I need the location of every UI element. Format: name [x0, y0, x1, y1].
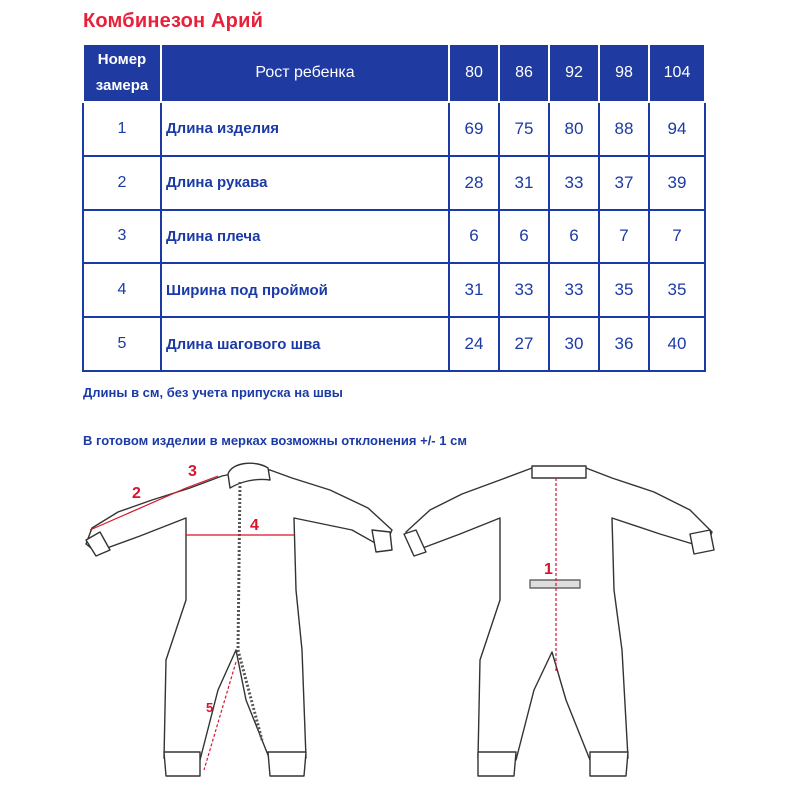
cell-value: 69 [449, 102, 499, 156]
table-header-row [83, 44, 705, 102]
header-size-104: 104 [649, 44, 705, 102]
back-body-outline [406, 468, 712, 760]
cell-value: 6 [499, 210, 549, 264]
units-note: Длины в см, без учета припуска на швы [83, 385, 343, 400]
row-number: 1 [83, 102, 161, 156]
cell-value: 36 [599, 317, 649, 371]
marker-2: 2 [132, 485, 141, 502]
header-number [83, 44, 161, 102]
cell-value: 7 [649, 210, 705, 264]
cell-value: 27 [499, 317, 549, 371]
cell-value: 88 [599, 102, 649, 156]
back-right-cuff [690, 530, 714, 554]
cell-value: 75 [499, 102, 549, 156]
row-param: Длина изделия [161, 102, 449, 156]
marker-3: 3 [188, 463, 197, 480]
header-number-line2: замера [95, 77, 149, 94]
tolerance-note: В готовом изделии в мерках возможны отклонения +/- 1 см [83, 433, 467, 448]
cell-value: 24 [449, 317, 499, 371]
cell-value: 37 [599, 156, 649, 210]
row-param: Длина плеча [161, 210, 449, 264]
cell-value: 40 [649, 317, 705, 371]
cell-value: 7 [599, 210, 649, 264]
header-size-80: 80 [449, 44, 499, 102]
back-collar [532, 466, 586, 478]
marker-5: 5 [206, 700, 214, 715]
back-left-leg-cuff [478, 752, 516, 776]
front-right-cuff [372, 530, 392, 552]
back-label-patch [530, 580, 580, 588]
table-row [83, 317, 705, 371]
marker-4: 4 [250, 517, 259, 534]
row-number: 4 [83, 263, 161, 317]
row-param: Длина рукава [161, 156, 449, 210]
cell-value: 6 [549, 210, 599, 264]
front-view-drawing [86, 463, 392, 776]
row-number: 2 [83, 156, 161, 210]
cell-value: 28 [449, 156, 499, 210]
cell-value: 33 [549, 263, 599, 317]
jumpsuit-diagram [0, 455, 785, 780]
header-size-86: 86 [499, 44, 549, 102]
header-size-98: 98 [599, 44, 649, 102]
page-title: Комбинезон Арий [83, 10, 264, 32]
table-row [83, 102, 705, 156]
cell-value: 33 [499, 263, 549, 317]
size-chart-table [82, 43, 706, 372]
cell-value: 6 [449, 210, 499, 264]
header-param: Рост ребенка [161, 44, 449, 102]
marker-1: 1 [544, 561, 553, 578]
table-row [83, 156, 705, 210]
front-right-leg-cuff [268, 752, 306, 776]
cell-value: 33 [549, 156, 599, 210]
row-number: 3 [83, 210, 161, 264]
cell-value: 35 [649, 263, 705, 317]
cell-value: 80 [549, 102, 599, 156]
header-number-line1: Номер [97, 51, 147, 68]
back-view-drawing [404, 466, 714, 776]
cell-value: 39 [649, 156, 705, 210]
cell-value: 94 [649, 102, 705, 156]
cell-value: 31 [499, 156, 549, 210]
cell-value: 30 [549, 317, 599, 371]
front-left-leg-cuff [164, 752, 200, 776]
header-size-92: 92 [549, 44, 599, 102]
cell-value: 35 [599, 263, 649, 317]
table-row [83, 210, 705, 264]
cell-value: 31 [449, 263, 499, 317]
row-number: 5 [83, 317, 161, 371]
back-right-leg-cuff [590, 752, 628, 776]
row-param: Длина шагового шва [161, 317, 449, 371]
table-row [83, 263, 705, 317]
row-param: Ширина под проймой [161, 263, 449, 317]
